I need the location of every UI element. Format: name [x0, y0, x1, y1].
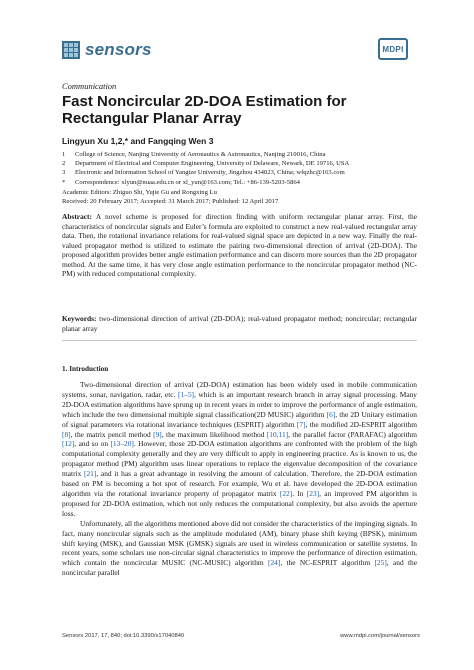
journal-logo [62, 40, 152, 60]
divider [62, 340, 417, 341]
affiliation-number: 2 [62, 160, 66, 168]
paragraph-text: , and it has a great advantage in resolving the amount of calculation. Therefore, the 2D-DOA estimation based on PM is becoming a hot spot of research. For example, Wu et al. have developed the 2D-DOA estimation algorithm via the rotational invariance property of propagator matrix [62, 469, 417, 498]
citation-link[interactable]: [21] [84, 469, 97, 479]
paragraph-text: . In [292, 488, 307, 498]
journal-name: sensors [85, 40, 152, 59]
paragraph-text: , and the noncircular parallel [62, 558, 417, 578]
mdpi-logo [378, 38, 410, 66]
paragraph-text: , the NC-ESPRIT algorithm [280, 558, 375, 568]
affiliation-text: College of Science, Nanjing University of Aeronautics & Astronautics, Nanjing 210016, China [75, 151, 326, 158]
article-type: Communication [62, 81, 117, 91]
paragraph-text: Two-dimensional direction of arrival (2D-DOA) estimation has been widely used in mobile communication systems, sonar, navigation, radar, etc. [62, 380, 417, 399]
paragraph-text: , the modified 2D-ESPRIT algorithm [305, 419, 418, 429]
affiliation-text: Correspondence: xlyun@nuaa.edu.cn or xl_yun@163.com; Tel.: +86-139-5203-5864 [75, 178, 300, 186]
sensors-logo-icon [62, 41, 80, 59]
paragraph [62, 519, 417, 578]
citation-footer: Sensors 2017, 17, 840; doi:10.3390/s17040840 [62, 633, 185, 639]
paper-title: Fast Noncircular 2D-DOA Estimation for Rectangular Planar Array [62, 93, 347, 127]
citation-link[interactable]: [10,11] [266, 429, 289, 439]
section-heading: 1. Introduction [62, 365, 109, 373]
paragraph-text: Unfortunately, all the algorithms mentioned above did not consider the characteristics of the impinging signals. In fact, many noncircular signals such as the amplitude modulated (AM), binary phase shift keying (BPSK), minimum shift keying (MSK), and Gaussian MSK (GMSK) signals are used in wireless communication or satellite systems. In recent years, some scholars use non-circular signal characteristics to improve the performance of direction estimation, which contain the noncircular MUSIC (NC-MUSIC) algorithm [62, 518, 417, 568]
paragraph-text: . However, those 2D-DOA estimation algorithms are confronted with the problem of the high computational complexity generally and they are very difficult to apply in engineering practice. As is known to us, the propagator method (PM) algorithm uses linear operations to replace the eigenvalue decomposition of the covariance matrix [62, 439, 417, 479]
affiliation-number: 3 [62, 169, 66, 177]
paragraph-text: , the 2D Unitary estimation of signal parameters via rotational invariance techniques (ESPRIT) algorithm [62, 409, 417, 429]
paragraph [62, 380, 417, 519]
affiliation-text: Electronic and Information School of Yangtze University, Jingzhou 434023, China; wfqzhc@163.com [75, 169, 345, 177]
affiliation-number: 1 [62, 151, 66, 158]
abstract [62, 212, 417, 279]
citation-link[interactable]: [23] [306, 488, 320, 498]
paragraph-text: , the matrix pencil method [70, 429, 154, 439]
paragraph-text: , an improved PM algorithm is proposed for 2D-DOA estimation, which not only reduces the computational complexity, but also avoids the aperture loss. [62, 488, 417, 518]
paragraph-text: , the parallel factor (PARAFAC) algorithm [288, 429, 417, 439]
affiliation-1 [62, 150, 349, 159]
introduction-body [62, 380, 417, 578]
paragraph-text: , the maximum likelihood method [161, 429, 267, 439]
affiliation-text: Department of Electrical and Computer Engineering, University of Delaware, Newark, DE 19716, USA [75, 160, 350, 168]
citation-link[interactable]: [24] [267, 558, 281, 568]
mdpi-logo-icon [378, 38, 408, 60]
citation-link[interactable]: [9] [153, 429, 162, 439]
keywords [62, 314, 417, 333]
citation-link[interactable]: [1–5] [177, 389, 194, 399]
citation-link[interactable]: [13–20] [110, 439, 134, 449]
academic-editors: Academic Editors: Zhiguo Shi, Yujie Gu and Rongxing Lu [62, 189, 217, 196]
abstract-text: A novel scheme is proposed for direction finding with uniform rectangular planar array. First, the characteristics of noncircular signals and Euler’s formula are exploited to construct a new real-valued rectangular array data. Then, the rotational invariance relations for real-valued signal space are depicted in a new way. Finally the real-valued propagator method is utilized to estimate the pairing two-dimensional direction of arrival (2D-DOA). The proposed algorithm provides better angle estimation performance and can discern more sources than the 2D propagator method. At the same time, it has very close angle estimation performance to the noncircular propagator method (NC-PM) with reduced computational complexity. [62, 212, 417, 279]
citation-link[interactable]: [12] [62, 439, 75, 449]
affiliations [62, 150, 349, 187]
publication-dates: Received: 20 February 2017; Accepted: 31 March 2017; Published: 12 April 2017 [62, 198, 279, 205]
citation-link[interactable]: [8] [62, 429, 71, 439]
keywords-text: two-dimensional direction of arrival (2D-DOA); real-valued propagator method; noncircular; rectangular planar array [62, 314, 417, 333]
affiliation-3 [62, 168, 349, 177]
affiliation-number: * [62, 178, 66, 186]
citation-link[interactable]: [6] [326, 409, 336, 419]
abstract-label: Abstract: [62, 212, 92, 221]
correspondence [62, 178, 349, 187]
keywords-label: Keywords: [62, 314, 97, 323]
affiliation-2 [62, 159, 349, 168]
author-list: Lingyun Xu 1,2,* and Fangqing Wen 3 [62, 136, 214, 146]
editorial-info [62, 188, 278, 206]
paragraph-text: , which is an important research branch in array signal processing. Many 2D-DOA estimation algorithms have sprung up in recent years in order to improve the performance of angle estimation, which include the two dimensional multiple signal classification(2D MUSIC) algorithm [62, 389, 417, 419]
citation-link[interactable]: [22] [279, 488, 293, 498]
paragraph-text: , and so on [74, 439, 111, 449]
citation-link[interactable]: [7] [296, 419, 306, 429]
journal-url[interactable]: www.mdpi.com/journal/sensors [340, 633, 420, 639]
publisher-name: MDPI [382, 44, 404, 54]
citation-link[interactable]: [25] [374, 558, 387, 568]
